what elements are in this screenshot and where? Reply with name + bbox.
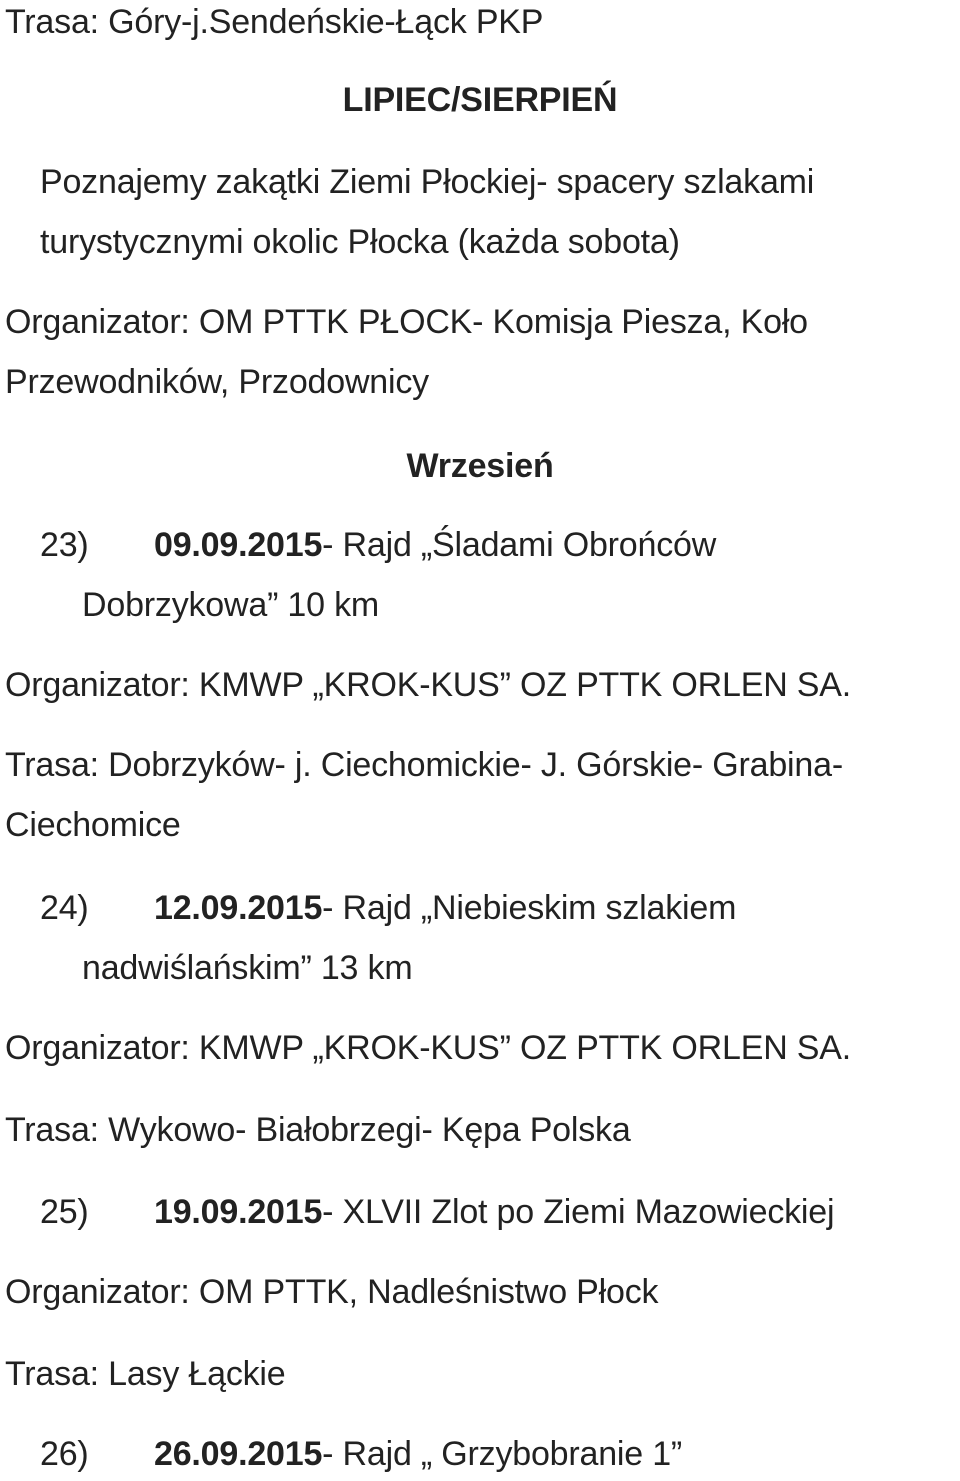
event-description-line-1: Poznajemy zakątki Ziemi Płockiej- spacery szlakami (40, 163, 815, 201)
organizer-line: Organizator: KMWP „KROK-KUS” OZ PTTK ORLEN SA. (5, 1029, 851, 1067)
event-title: - Rajd „ Grzybobranie 1” (322, 1435, 683, 1473)
organizer-line: Organizator: KMWP „KROK-KUS” OZ PTTK ORLEN SA. (5, 666, 851, 704)
organizer-line-1: Organizator: OM PTTK PŁOCK- Komisja Piesza, Koło (5, 303, 808, 341)
event-item-26 (40, 1434, 682, 1475)
event-title-continued: Dobrzykowa” 10 km (82, 586, 380, 624)
event-item-24 (40, 888, 736, 929)
event-number: 25) (40, 1193, 89, 1231)
route-line-continued: Ciechomice (5, 806, 181, 844)
event-number: 26) (40, 1435, 89, 1473)
route-line: Trasa: Dobrzyków- j. Ciechomickie- J. Górskie- Grabina- (5, 746, 843, 784)
event-date: 26.09.2015 (154, 1435, 323, 1473)
event-description-line-2: turystycznymi okolic Płocka (każda sobota) (40, 223, 680, 261)
event-title: - Rajd „Śladami Obrońców (322, 526, 717, 564)
event-title-continued: nadwiślańskim” 13 km (82, 949, 413, 987)
section-heading-july-august: LIPIEC/SIERPIEŃ (342, 81, 618, 119)
event-title: - XLVII Zlot po Ziemi Mazowieckiej (322, 1193, 835, 1231)
organizer-line: Organizator: OM PTTK, Nadleśnistwo Płock (5, 1273, 659, 1311)
event-title: - Rajd „Niebieskim szlakiem (322, 889, 737, 927)
route-line: Trasa: Wykowo- Białobrzegi- Kępa Polska (5, 1111, 631, 1149)
route-line: Trasa: Góry-j.Sendeńskie-Łąck PKP (5, 3, 544, 41)
event-item-25 (40, 1192, 834, 1233)
event-number: 23) (40, 526, 89, 564)
organizer-line-2: Przewodników, Przodownicy (5, 363, 429, 401)
event-date: 19.09.2015 (154, 1193, 323, 1231)
section-heading-september: Wrzesień (406, 447, 554, 485)
event-date: 09.09.2015 (154, 526, 323, 564)
route-line: Trasa: Lasy Łąckie (5, 1355, 286, 1393)
event-date: 12.09.2015 (154, 889, 323, 927)
event-item-23 (40, 525, 716, 566)
event-number: 24) (40, 889, 89, 927)
